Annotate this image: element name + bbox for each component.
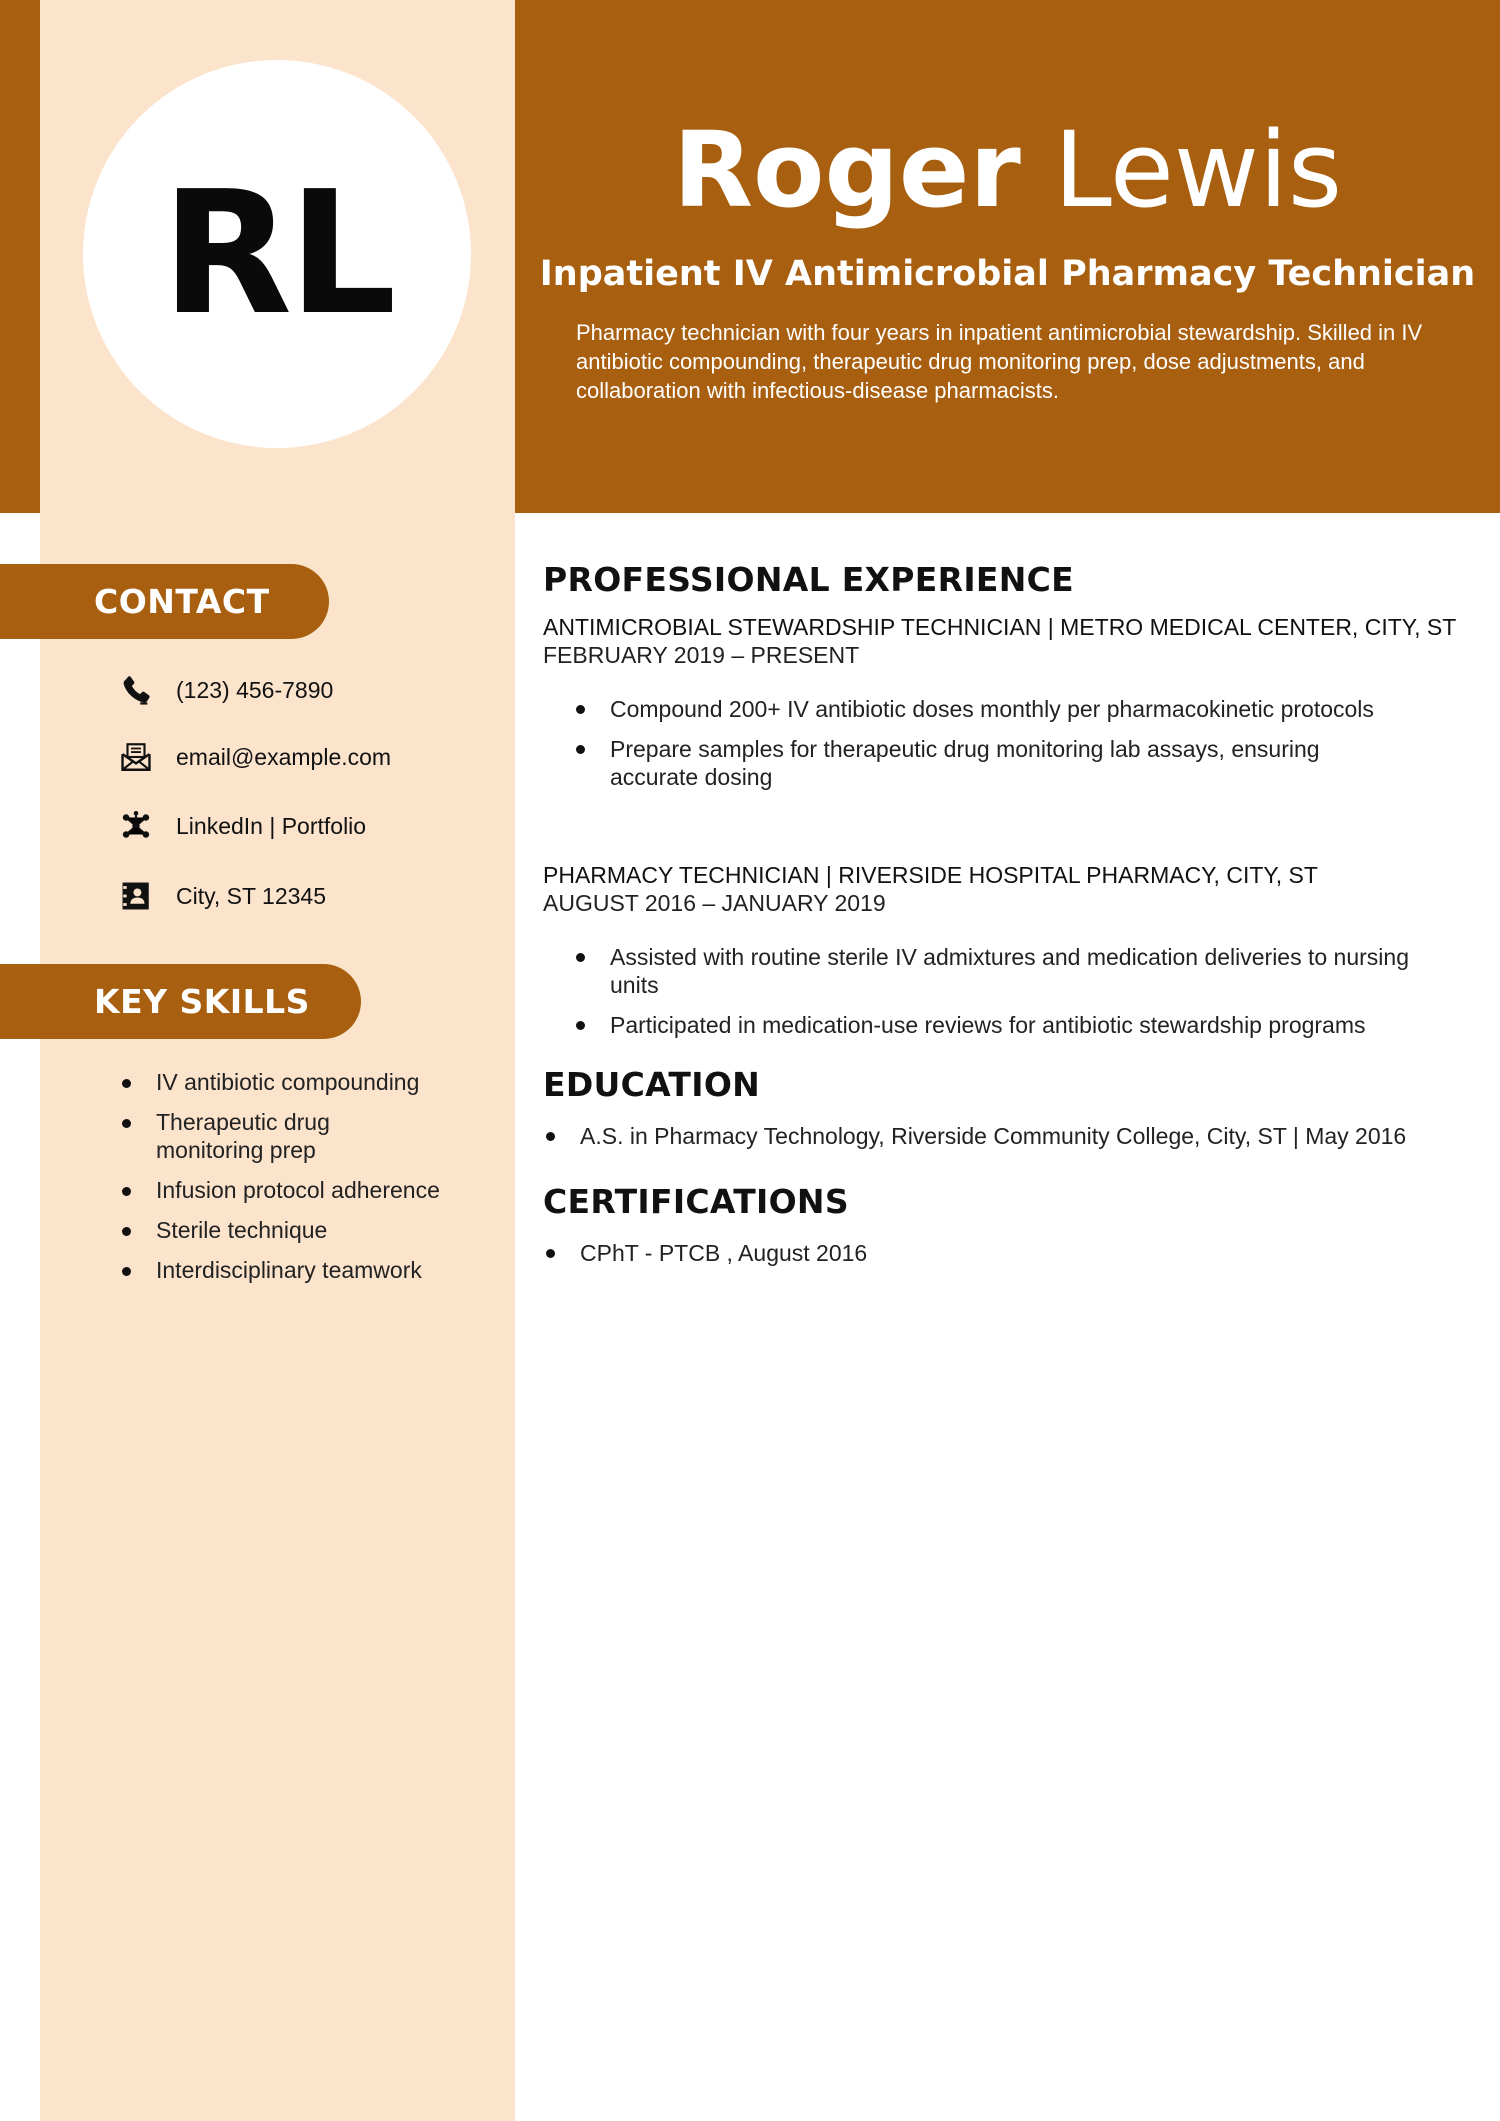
job-entry [543,613,1463,791]
job-dates: FEBRUARY 2019 – PRESENT [543,642,860,668]
contact-phone-text: (123) 456-7890 [176,676,334,703]
experience-heading: PROFESSIONAL EXPERIENCE [543,560,1075,599]
job-entry [543,861,1463,1039]
address-book-icon [116,876,156,916]
skill-item: IV antibiotic compounding [118,1068,498,1096]
monogram-circle [83,60,471,448]
education-item: A.S. in Pharmacy Technology, Riverside Community College, City, ST | May 2016 [543,1122,1463,1150]
job-dates: AUGUST 2016 – JANUARY 2019 [543,890,886,916]
skills-heading-pill [0,964,361,1039]
job-bullet: Compound 200+ IV antibiotic doses monthly per pharmacokinetic protocols [543,695,1463,723]
email-icon [116,737,156,777]
contact-email-text: email@example.com [176,743,392,770]
job-header: PHARMACY TECHNICIAN | RIVERSIDE HOSPITAL PHARMACY, CITY, ST [543,862,1318,888]
certifications-heading: CERTIFICATIONS [543,1182,849,1221]
skills-list [118,1068,498,1296]
contact-email [116,737,391,777]
job-bullet: Assisted with routine sterile IV admixtures and medication deliveries to nursing units [543,943,1463,999]
contact-heading: CONTACT [94,582,270,621]
network-icon [116,806,156,846]
job-bullet: Participated in medication-use reviews for antibiotic stewardship programs [543,1011,1463,1039]
candidate-name [515,109,1500,231]
job-bullet: Prepare samples for therapeutic drug monitoring lab assays, ensuring accurate dosing [543,735,1463,791]
job-title: Inpatient IV Antimicrobial Pharmacy Technician [539,254,1476,294]
professional-summary: Pharmacy technician with four years in inpatient antimicrobial stewardship. Skilled in IV antibiotic compounding, therapeutic drug monitoring prep, dose adjustments, and collaboration with infectious-disease pharmacists. [576,320,1423,403]
contact-address [116,876,326,916]
education-list [543,1122,1463,1150]
monogram-initials: RL [161,155,393,353]
skills-heading: KEY SKILLS [94,982,310,1021]
skill-item: Interdisciplinary teamwork [118,1256,498,1284]
last-name: Lewis [1053,109,1343,231]
contact-links-text: LinkedIn | Portfolio [176,812,367,839]
job-bullets [543,943,1463,1039]
skill-item: Sterile technique [118,1216,498,1244]
skill-item: Infusion protocol adherence [118,1176,498,1204]
job-header: ANTIMICROBIAL STEWARDSHIP TECHNICIAN | METRO MEDICAL CENTER, CITY, ST [543,614,1457,640]
certifications-list [543,1239,1463,1267]
contact-links [116,806,366,846]
skill-item: Therapeutic drug monitoring prep [118,1108,358,1164]
phone-icon [116,670,156,710]
job-bullets [543,695,1463,791]
main-content [543,560,1463,1267]
contact-heading-pill [0,564,329,639]
contact-address-text: City, ST 12345 [176,882,327,909]
first-name: Roger [672,109,1021,231]
certification-item: CPhT - PTCB , August 2016 [543,1239,1463,1267]
education-heading: EDUCATION [543,1065,761,1104]
contact-phone [116,670,333,710]
